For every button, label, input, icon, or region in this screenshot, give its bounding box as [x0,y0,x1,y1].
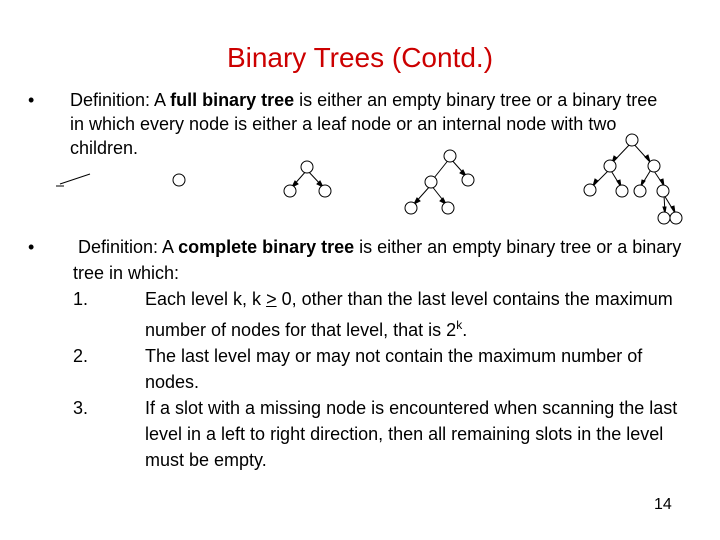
list-number: 3. [73,398,89,418]
definition-body: is either an empty binary tree or a binary tree in which every node is either a leaf node or an internal node with two children. [70,90,658,158]
list-item [73,286,693,343]
list-text: The last level may or may not contain the maximum number of nodes. [145,346,643,392]
list-text-end: . [462,320,468,340]
complete-definition-intro [73,234,693,286]
three-node-tree [284,161,331,197]
list-item [73,395,693,473]
definition-pre: : A [145,90,171,110]
list-text: 0, other than the last level contains the maximum number of nodes for that level, that is 2 [145,289,673,340]
definition-body: is either an empty binary tree or a binary tree in which: [73,237,682,283]
list-text: If a slot with a missing node is encountered when scanning the last level in a left to right direction, then all remaining slots in the level must be empty. [145,398,678,470]
single-node-tree [173,174,185,186]
bullet-marker: • [28,237,35,257]
ge-symbol: > [266,289,277,309]
bullet-marker: • [28,90,35,110]
list-item [73,343,693,395]
list-text: Each level k, k [145,289,267,309]
full-binary-tree-term: full binary tree [170,90,295,110]
slide-title: Binary Trees (Contd.) [226,42,494,73]
five-node-tree [405,150,474,214]
nine-node-tree [584,134,682,224]
list-number: 1. [73,289,89,309]
page-number: 14 [654,496,672,513]
empty-tree-symbol [56,174,90,186]
complete-definition-text [73,234,693,473]
superscript: k [456,318,463,332]
definition-pre: : A [153,237,179,257]
complete-binary-tree-term: complete binary tree [178,237,355,257]
definition-label: Definition [70,90,146,110]
definition-label: Definition [78,237,154,257]
list-number: 2. [73,346,89,366]
